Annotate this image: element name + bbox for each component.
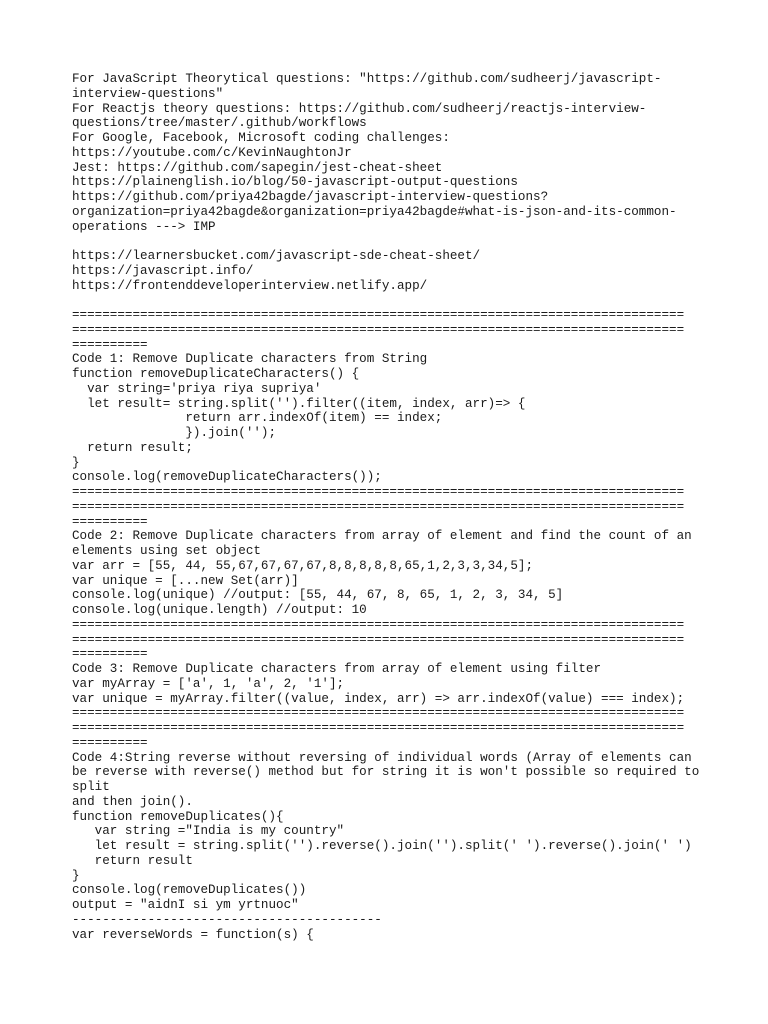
- document-line: split: [72, 780, 110, 794]
- document-line: ==========: [72, 735, 148, 750]
- document-line: For JavaScript Theorytical questions: "https://github.com/sudheerj/javascript-: [72, 72, 662, 86]
- document-line: elements using set object: [72, 544, 261, 558]
- document-line: =================================================================================: [72, 617, 685, 632]
- document-line: Code 4:String reverse without reversing of individual words (Array of elements can: [72, 750, 692, 765]
- document-line: [72, 234, 702, 249]
- document-line: and then join().: [72, 794, 193, 809]
- document-line: var unique = myArray.filter((value, index, arr) => arr.indexOf(value) === index);: [72, 691, 685, 706]
- document-line: console.log(unique) //output: [55, 44, 67, 8, 65, 1, 2, 3, 34, 5]: [72, 588, 564, 603]
- document-line: Code 3: Remove Duplicate characters from array of element using filter: [72, 662, 602, 676]
- document-line: function removeDuplicates(){: [72, 809, 284, 824]
- document-line: For Reactjs theory questions: https://github.com/sudheerj/reactjs-interview-: [72, 101, 647, 116]
- document-line: [72, 293, 702, 308]
- document-line: }: [72, 868, 80, 883]
- document-line: ==========: [72, 647, 148, 662]
- document-line: let result = string.split('').reverse().join('').split(' ').reverse().join(' '): [72, 839, 692, 853]
- document-line: var unique = [...new Set(arr)]: [72, 573, 299, 588]
- document-line: https://javascript.info/: [72, 263, 254, 278]
- document-line: =================================================================================: [72, 632, 685, 647]
- document-line: var string ="India is my country": [72, 824, 345, 839]
- document-line: output = "aidnI si ym yrtnuoc": [72, 898, 299, 912]
- document-line: }).join('');: [72, 426, 277, 440]
- document-line: var reverseWords = function(s) {: [72, 927, 314, 942]
- document-line: https://plainenglish.io/blog/50-javascript-output-questions: [72, 175, 518, 190]
- document-body: [72, 72, 702, 942]
- document-line: }: [72, 455, 80, 470]
- document-line: Code 2: Remove Duplicate characters from array of element and find the count of an: [72, 529, 692, 544]
- document-line: console.log(removeDuplicates()): [72, 883, 307, 898]
- document-line: interview-questions": [72, 86, 224, 101]
- document-line: organization=priya42bagde&organization=priya42bagde#what-is-json-and-its-common-: [72, 204, 677, 219]
- document-line: var string='priya riya supriya': [72, 381, 322, 396]
- document-line: return result;: [72, 440, 193, 455]
- document-line: =================================================================================: [72, 721, 685, 735]
- document-line: Jest: https://github.com/sapegin/jest-cheat-sheet: [72, 160, 443, 175]
- document-line: ==========: [72, 514, 148, 529]
- document-line: -----------------------------------------: [72, 912, 382, 927]
- document-line: var arr = [55, 44, 55,67,67,67,67,8,8,8,8,8,65,1,2,3,3,34,5];: [72, 558, 534, 573]
- document-line: return arr.indexOf(item) == index;: [72, 411, 443, 426]
- document-line: Code 1: Remove Duplicate characters from String: [72, 352, 428, 367]
- document-line: =================================================================================: [72, 485, 685, 499]
- document-line: https://github.com/priya42bagde/javascript-interview-questions?: [72, 190, 549, 204]
- document-line: return result: [72, 853, 193, 868]
- document-line: be reverse with reverse() method but for string it is won't possible so required to: [72, 765, 700, 780]
- document-line: let result= string.split('').filter((item, index, arr)=> {: [72, 396, 526, 411]
- document-line: ==========: [72, 337, 148, 352]
- document-line: function removeDuplicateCharacters() {: [72, 367, 360, 381]
- document-line: var myArray = ['a', 1, 'a', 2, '1'];: [72, 676, 345, 691]
- document-line: console.log(removeDuplicateCharacters());: [72, 470, 382, 485]
- document-line: =================================================================================: [72, 706, 685, 721]
- document-line: =================================================================================: [72, 499, 685, 514]
- document-line: https://learnersbucket.com/javascript-sde-cheat-sheet/: [72, 249, 481, 263]
- document-line: questions/tree/master/.github/workflows: [72, 116, 367, 131]
- document-line: For Google, Facebook, Microsoft coding challenges:: [72, 131, 450, 145]
- document-line: https://frontenddeveloperinterview.netlify.app/: [72, 278, 428, 293]
- document-line: =================================================================================: [72, 308, 685, 322]
- document-line: console.log(unique.length) //output: 10: [72, 603, 367, 617]
- document-line: operations ---> IMP: [72, 219, 216, 234]
- document-line: =================================================================================: [72, 322, 685, 337]
- document-line: https://youtube.com/c/KevinNaughtonJr: [72, 145, 352, 160]
